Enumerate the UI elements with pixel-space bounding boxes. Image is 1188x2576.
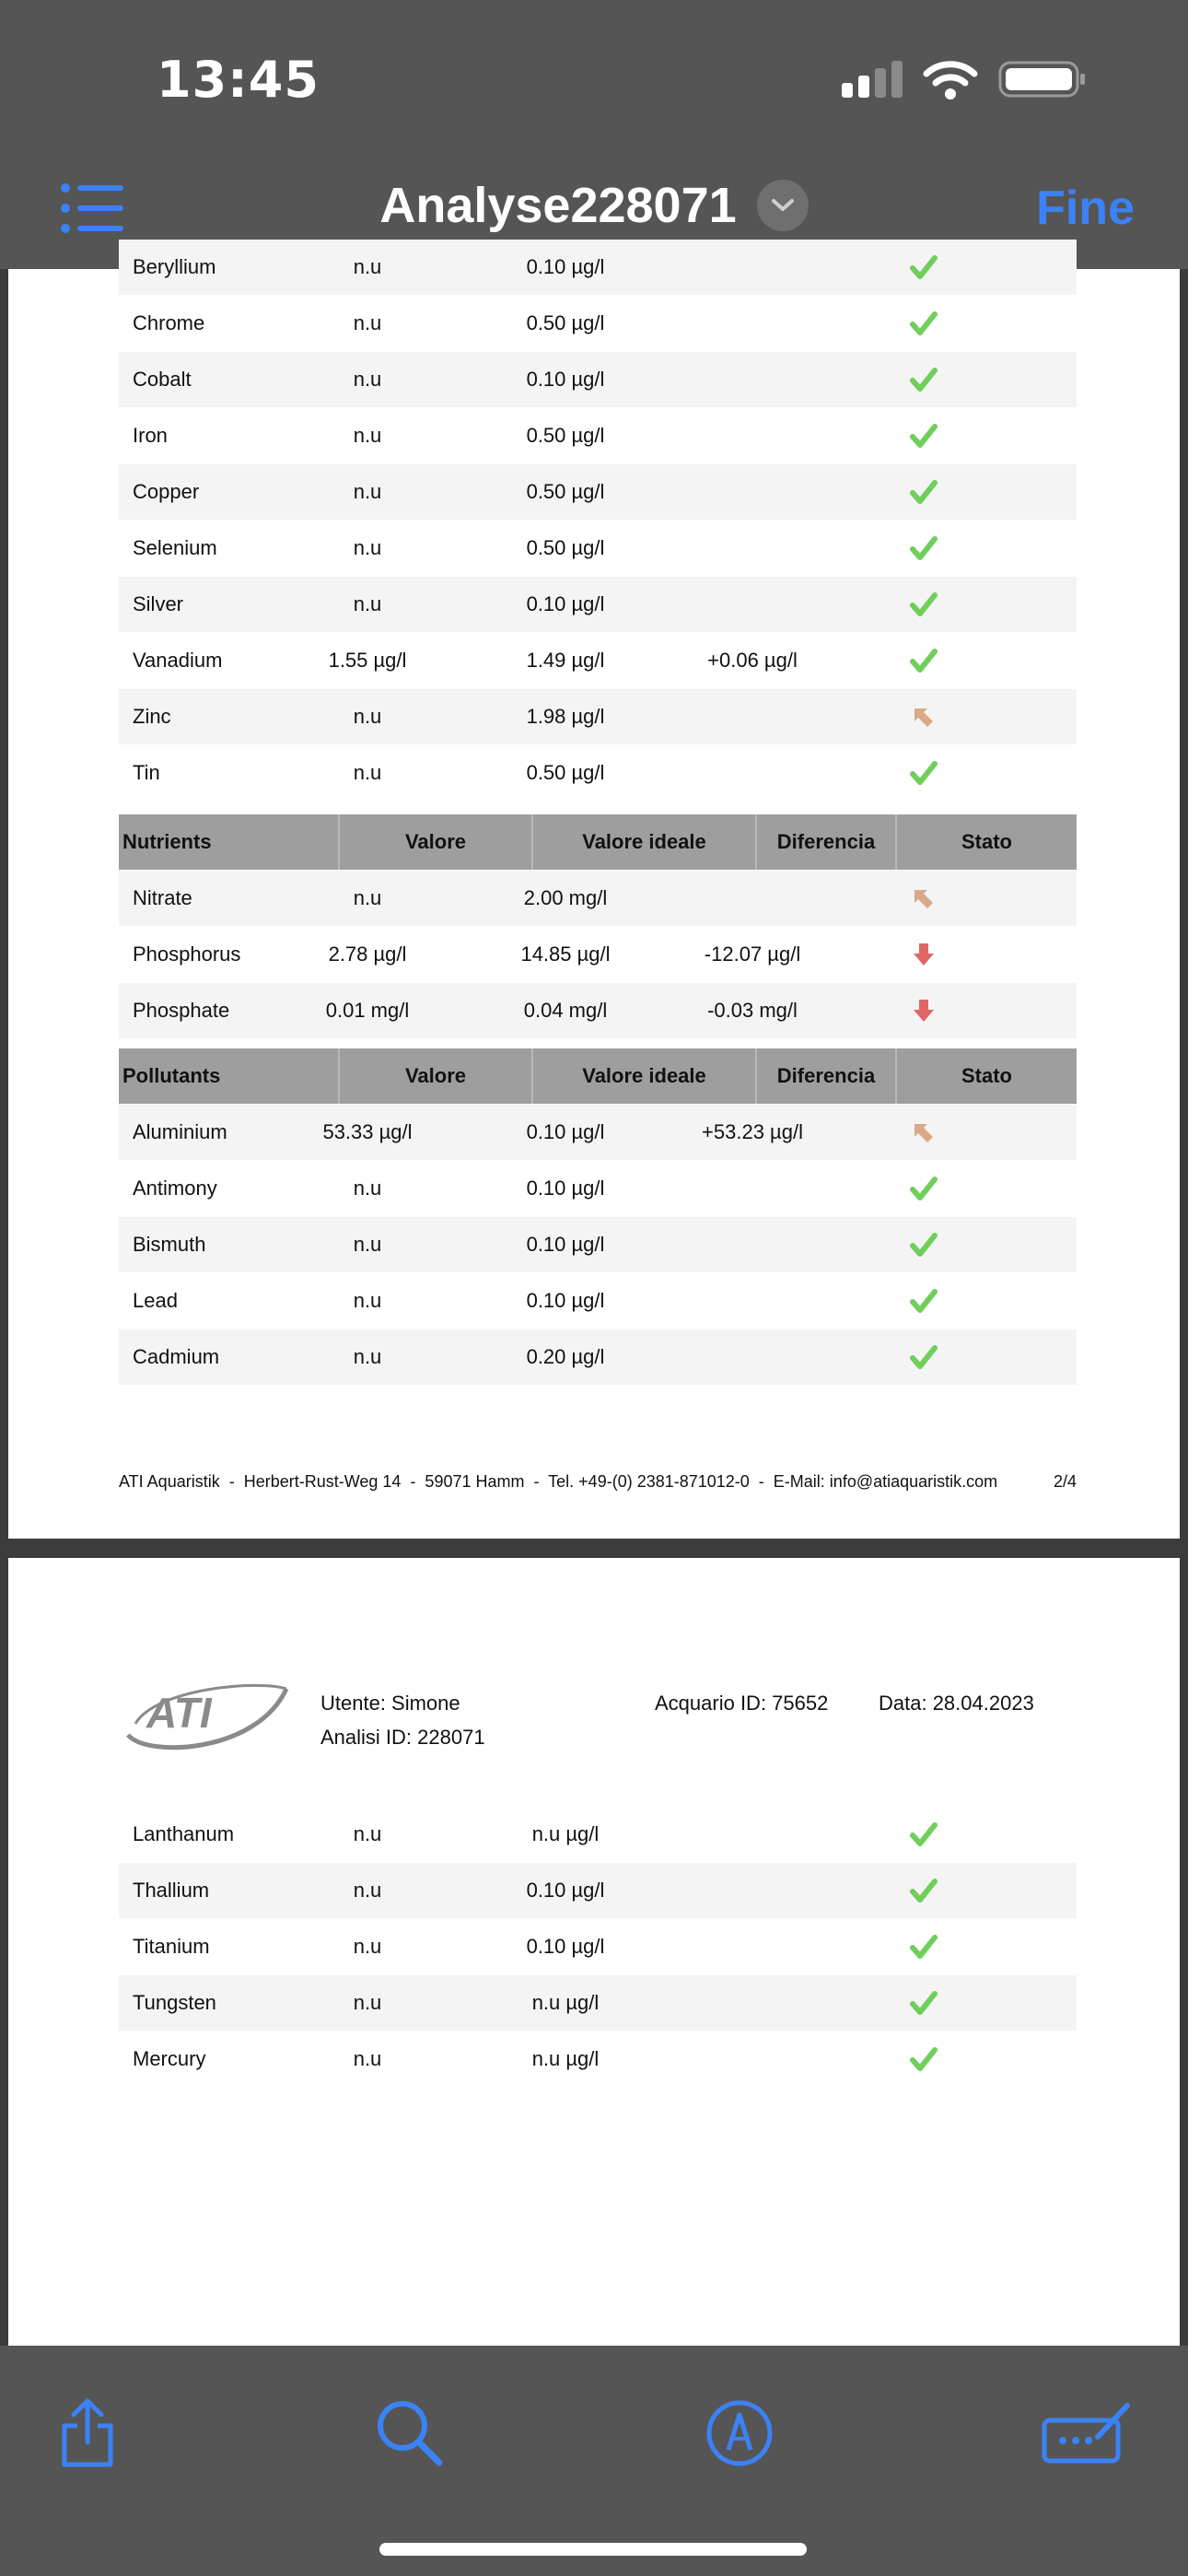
table-row xyxy=(119,1217,1077,1272)
arrow-diagonal-icon xyxy=(901,871,947,926)
param-diff xyxy=(679,2032,826,2087)
check-icon xyxy=(901,296,947,351)
param-name: Thallium xyxy=(133,1879,210,1902)
param-name: Mercury xyxy=(133,2047,206,2070)
param-name: Phosphate xyxy=(133,999,230,1022)
param-name: Tin xyxy=(133,761,160,784)
signature-button[interactable] xyxy=(1036,2392,1137,2475)
table-row xyxy=(119,1105,1077,1160)
param-ideal: 0.10 µg/l xyxy=(526,1120,605,1143)
param-diff: -0.03 mg/l xyxy=(707,999,798,1022)
table-row xyxy=(119,1919,1077,1974)
header-value: Valore xyxy=(340,814,533,870)
param-value: 1.55 µg/l xyxy=(328,649,407,672)
param-value: n.u xyxy=(353,311,382,334)
table-row xyxy=(119,1161,1077,1216)
table-row xyxy=(119,521,1077,576)
check-icon xyxy=(901,2032,947,2087)
table-row xyxy=(119,927,1077,982)
param-value: 53.33 µg/l xyxy=(322,1120,413,1143)
param-diff xyxy=(679,577,826,632)
table-row xyxy=(119,577,1077,632)
param-diff xyxy=(679,1161,826,1216)
param-value: n.u xyxy=(353,480,382,503)
param-ideal: 0.10 µg/l xyxy=(526,1289,605,1312)
check-icon xyxy=(901,1217,947,1272)
status-time: 13:45 xyxy=(157,51,320,109)
top-bar xyxy=(0,0,1188,269)
param-name: Phosphorus xyxy=(133,943,241,966)
param-value: n.u xyxy=(353,1879,382,1902)
param-diff xyxy=(679,689,826,744)
table-row xyxy=(119,1863,1077,1918)
pollutants-header xyxy=(119,1048,1077,1104)
param-diff xyxy=(679,1217,826,1272)
pdf-page-2 xyxy=(8,255,1180,1539)
arrow-diagonal-icon xyxy=(901,689,947,744)
param-name: Titanium xyxy=(133,1935,210,1958)
param-ideal: 2.00 mg/l xyxy=(523,886,608,909)
chevron-down-icon[interactable] xyxy=(757,180,809,231)
header-diff: Diferencia xyxy=(757,814,897,870)
param-diff: +53.23 µg/l xyxy=(702,1120,803,1143)
arrow-down-icon xyxy=(901,927,947,982)
param-ideal: 0.10 µg/l xyxy=(526,1177,605,1200)
param-value: n.u xyxy=(353,592,382,615)
ati-logo xyxy=(119,1670,294,1762)
param-value: n.u xyxy=(353,705,382,728)
param-diff xyxy=(679,1273,826,1329)
param-name: Chrome xyxy=(133,311,205,334)
table-row xyxy=(119,240,1077,295)
aquarium-id: Acquario ID: 75652 xyxy=(655,1692,829,1715)
param-ideal: 0.20 µg/l xyxy=(526,1345,605,1368)
header-name: Nutrients xyxy=(119,814,340,870)
param-ideal: 0.10 µg/l xyxy=(526,255,605,278)
analysis-date: Data: 28.04.2023 xyxy=(879,1692,1034,1715)
header-diff: Diferencia xyxy=(757,1048,897,1104)
table-row xyxy=(119,464,1077,520)
param-diff: +0.06 µg/l xyxy=(707,649,798,672)
param-diff xyxy=(679,1329,826,1385)
document-title[interactable] xyxy=(0,177,1188,234)
param-ideal: 0.50 µg/l xyxy=(526,761,605,784)
check-icon xyxy=(901,633,947,688)
param-name: Copper xyxy=(133,480,200,503)
table-row xyxy=(119,296,1077,351)
param-value: n.u xyxy=(353,1345,382,1368)
nutrients-header xyxy=(119,814,1077,870)
param-diff xyxy=(679,464,826,520)
check-icon xyxy=(901,577,947,632)
param-name: Beryllium xyxy=(133,255,216,278)
param-ideal: n.u µg/l xyxy=(531,2047,600,2070)
param-value: n.u xyxy=(353,1177,382,1200)
check-icon xyxy=(901,1329,947,1385)
check-icon xyxy=(901,521,947,576)
check-icon xyxy=(901,464,947,520)
status-icons xyxy=(842,59,1087,100)
param-diff xyxy=(679,1863,826,1918)
search-button[interactable] xyxy=(368,2392,451,2475)
bottom-toolbar xyxy=(0,2346,1188,2576)
param-diff xyxy=(679,408,826,463)
param-ideal: 0.10 µg/l xyxy=(526,368,605,391)
check-icon xyxy=(901,408,947,463)
param-ideal: 0.10 µg/l xyxy=(526,1935,605,1958)
param-value: n.u xyxy=(353,536,382,559)
param-diff xyxy=(679,352,826,407)
check-icon xyxy=(901,1919,947,1974)
param-name: Cobalt xyxy=(133,368,192,391)
param-name: Antimony xyxy=(133,1177,217,1200)
table-row xyxy=(119,689,1077,744)
param-diff xyxy=(679,1919,826,1974)
param-diff xyxy=(679,521,826,576)
check-icon xyxy=(901,240,947,295)
search-icon xyxy=(375,2398,445,2468)
param-name: Nitrate xyxy=(133,886,192,909)
header-status: Stato xyxy=(961,830,1012,853)
param-diff xyxy=(679,296,826,351)
param-name: Tungsten xyxy=(133,1991,216,2014)
check-icon xyxy=(901,1161,947,1216)
param-ideal: 0.50 µg/l xyxy=(526,536,605,559)
cellular-signal-icon xyxy=(842,61,903,98)
param-name: Cadmium xyxy=(133,1345,220,1368)
check-icon xyxy=(901,745,947,801)
table-row xyxy=(119,1807,1077,1862)
param-ideal: 0.50 µg/l xyxy=(526,480,605,503)
table-row xyxy=(119,633,1077,688)
param-value: n.u xyxy=(353,1822,382,1845)
param-value: n.u xyxy=(353,1289,382,1312)
param-name: Lead xyxy=(133,1289,178,1312)
analysis-id: Analisi ID: 228071 xyxy=(320,1726,485,1749)
param-value: n.u xyxy=(353,255,382,278)
home-indicator xyxy=(379,2543,807,2556)
table-row xyxy=(119,983,1077,1038)
battery-icon xyxy=(998,59,1087,100)
footer-address: ATI Aquaristik - Herbert-Rust-Weg 14 - 59071 Hamm - Tel. +49-(0) 2381-871012-0 - E-Mail: info@atiaquaristik.com xyxy=(119,1472,998,1491)
param-diff xyxy=(679,871,826,926)
header-value: Valore xyxy=(340,1048,533,1104)
table-row xyxy=(119,408,1077,463)
arrow-diagonal-icon xyxy=(901,1105,947,1160)
table-row xyxy=(119,352,1077,407)
param-ideal: 1.49 µg/l xyxy=(526,649,605,672)
user-label: Utente: Simone xyxy=(320,1692,460,1715)
param-name: Silver xyxy=(133,592,184,615)
share-button[interactable] xyxy=(46,2392,129,2475)
param-ideal: 0.10 µg/l xyxy=(526,592,605,615)
page-number: 2/4 xyxy=(1053,1472,1077,1491)
table-row xyxy=(119,1329,1077,1385)
check-icon xyxy=(901,352,947,407)
svg-text:ATI: ATI xyxy=(146,1689,212,1737)
param-diff xyxy=(679,745,826,801)
header-status: Stato xyxy=(961,1064,1012,1087)
param-name: Zinc xyxy=(133,705,171,728)
param-name: Vanadium xyxy=(133,649,223,672)
param-ideal: 0.10 µg/l xyxy=(526,1233,605,1256)
param-value: n.u xyxy=(353,424,382,447)
header-ideal: Valore ideale xyxy=(533,814,757,870)
param-name: Lanthanum xyxy=(133,1822,235,1845)
param-name: Aluminium xyxy=(133,1120,227,1143)
param-diff xyxy=(679,1975,826,2031)
param-diff: -12.07 µg/l xyxy=(704,943,801,966)
markup-button[interactable] xyxy=(698,2392,781,2475)
param-ideal: 0.04 mg/l xyxy=(523,999,608,1022)
param-value: n.u xyxy=(353,1991,382,2014)
table-row xyxy=(119,1975,1077,2031)
header-name: Pollutants xyxy=(119,1048,340,1104)
check-icon xyxy=(901,1273,947,1329)
header-ideal: Valore ideale xyxy=(533,1048,757,1104)
param-value: n.u xyxy=(353,2047,382,2070)
param-name: Iron xyxy=(133,424,168,447)
param-ideal: 0.10 µg/l xyxy=(526,1879,605,1902)
page-footer xyxy=(119,1472,1077,1492)
param-ideal: 14.85 µg/l xyxy=(520,943,611,966)
param-diff xyxy=(679,1807,826,1862)
param-ideal: 1.98 µg/l xyxy=(526,705,605,728)
param-value: n.u xyxy=(353,368,382,391)
arrow-down-icon xyxy=(901,983,947,1038)
table-row xyxy=(119,2032,1077,2087)
param-ideal: n.u µg/l xyxy=(531,1822,600,1845)
param-name: Bismuth xyxy=(133,1233,206,1256)
check-icon xyxy=(901,1807,947,1862)
param-diff xyxy=(679,240,826,295)
wifi-icon xyxy=(923,59,978,100)
markup-icon xyxy=(705,2398,775,2468)
signature-icon xyxy=(1041,2398,1133,2468)
title-text: Analyse228071 xyxy=(379,178,737,233)
table-row xyxy=(119,745,1077,801)
param-value: n.u xyxy=(353,1935,382,1958)
done-button[interactable]: Fine xyxy=(1036,181,1135,235)
param-ideal: 0.50 µg/l xyxy=(526,424,605,447)
param-ideal: n.u µg/l xyxy=(531,1991,600,2014)
param-value: 2.78 µg/l xyxy=(328,943,407,966)
table-row xyxy=(119,1273,1077,1329)
check-icon xyxy=(901,1863,947,1918)
param-value: 0.01 mg/l xyxy=(325,999,410,1022)
param-value: n.u xyxy=(353,761,382,784)
share-icon xyxy=(55,2396,120,2470)
table-row xyxy=(119,871,1077,926)
param-ideal: 0.50 µg/l xyxy=(526,311,605,334)
check-icon xyxy=(901,1975,947,2031)
param-value: n.u xyxy=(353,886,382,909)
param-name: Selenium xyxy=(133,536,217,559)
pdf-page-3 xyxy=(8,1558,1180,2346)
param-value: n.u xyxy=(353,1233,382,1256)
